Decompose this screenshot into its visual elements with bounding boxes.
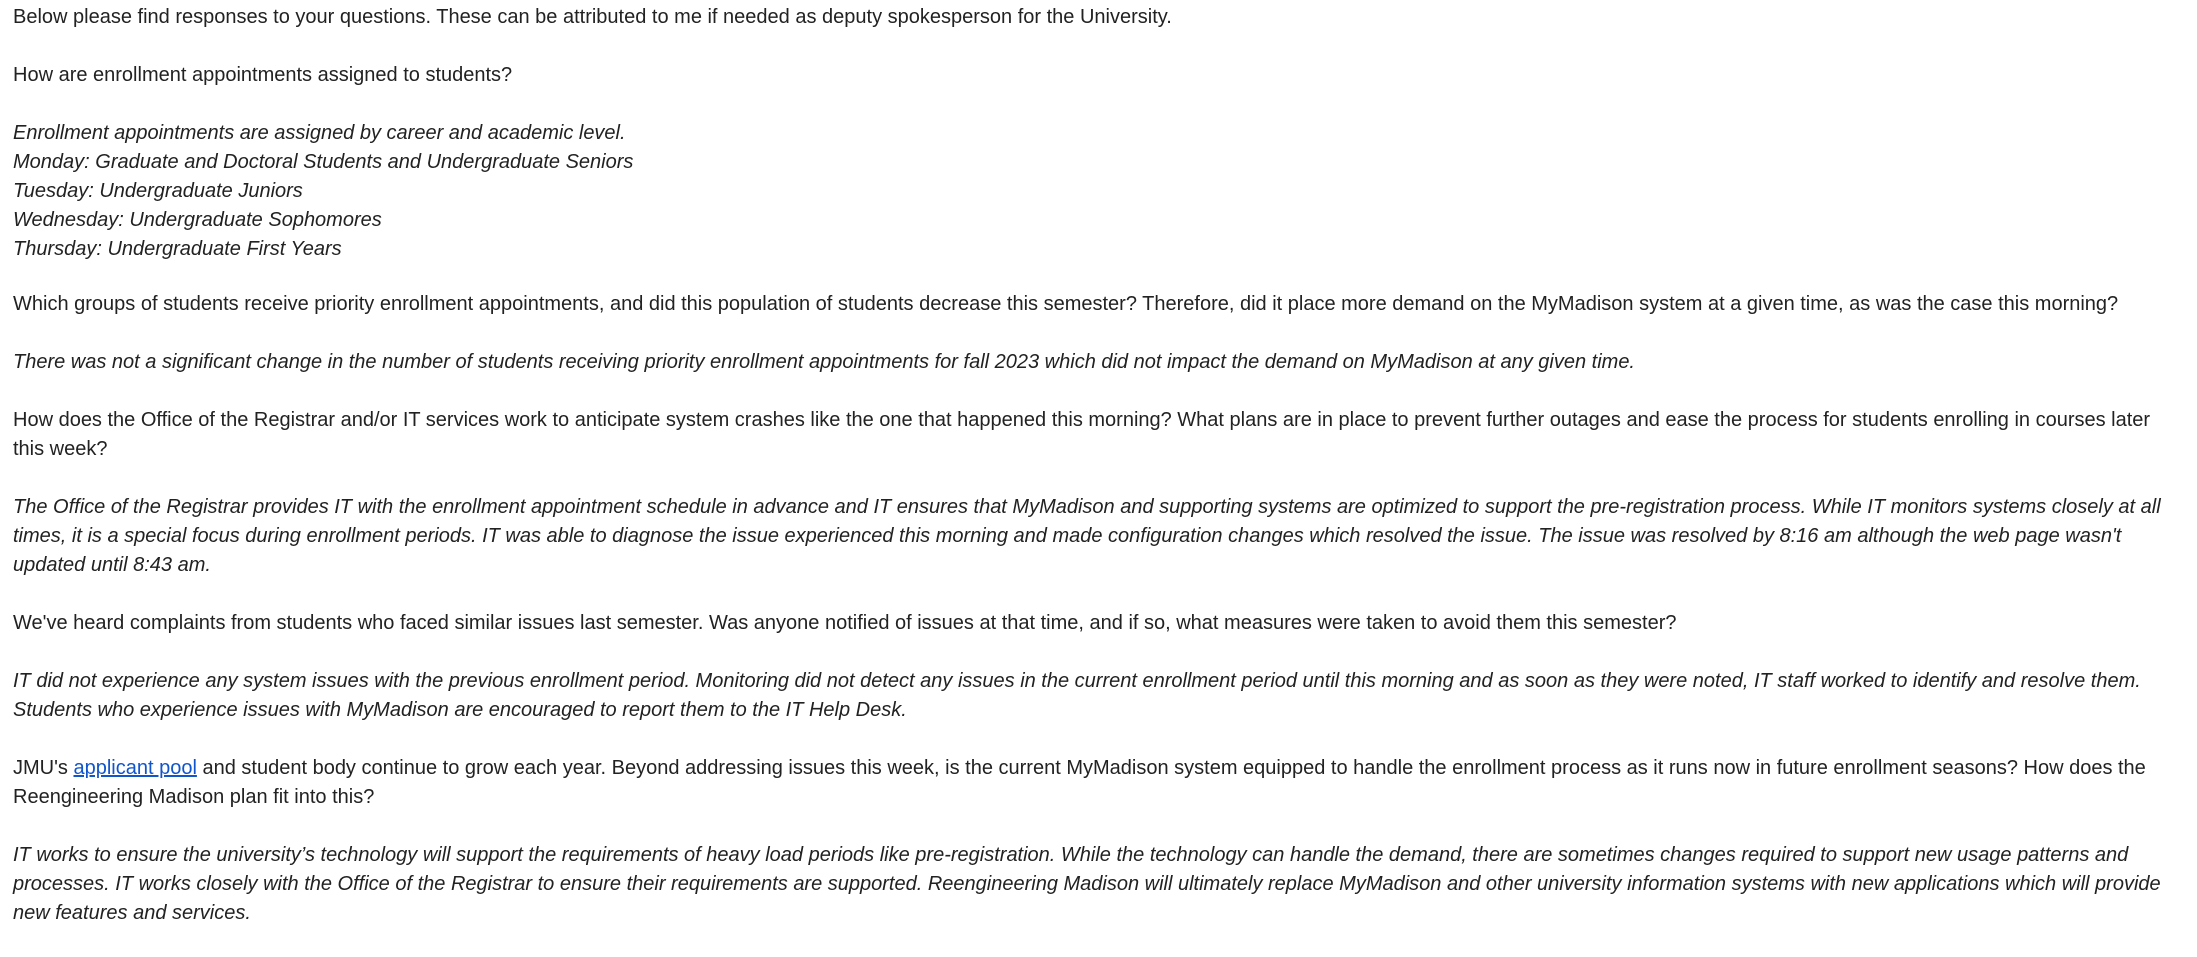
intro-paragraph: Below please find responses to your questions. These can be attributed to me if needed as deputy spokesperson for the University. [13, 6, 1172, 28]
question-enrollment-assignment: How are enrollment appointments assigned to students? [13, 64, 513, 86]
answer-priority-groups: There was not a significant change in the number of students receiving priority enrollment appointments for fall 2023 which did not impact the demand on MyMadison at any given time. [13, 351, 1635, 373]
answer-system-crashes: The Office of the Registrar provides IT with the enrollment appointment schedule in advance and IT ensures that MyMadison and supporting systems are optimized to support the pre-registration process. While IT monitors systems closely at all times, it is a special focus during enrollment periods. IT was able to diagnose the issue experienced this morning and made configuration changes which resolved the issue. The issue was resolved by 8:16 am although the web page wasn't updated until 8:43 am. [13, 496, 2161, 576]
schedule-tuesday-line: Tuesday: Undergraduate Juniors [13, 180, 303, 202]
schedule-monday-line: Monday: Graduate and Doctoral Students and Undergraduate Seniors [13, 151, 634, 173]
applicant-pool-link[interactable]: applicant pool [73, 757, 197, 779]
schedule-intro-line: Enrollment appointments are assigned by career and academic level. [13, 122, 626, 144]
answer-future-capacity: IT works to ensure the university’s technology will support the requirements of heavy load periods like pre-registration. While the technology can handle the demand, there are sometimes changes required to support new usage patterns and processes. IT works closely with the Office of the Registrar to ensure their requirements are supported. Reengineering Madison will ultimately replace MyMadison and other university information systems with new applications which will provide new features and services. [13, 844, 2161, 924]
question-future-capacity [13, 754, 2185, 812]
question-future-capacity-prefix: JMU's [13, 757, 74, 779]
schedule-thursday-line: Thursday: Undergraduate First Years [13, 238, 342, 260]
question-future-capacity-suffix: and student body continue to grow each year. Beyond addressing issues this week, is the current MyMadison system equipped to handle the enrollment process as it runs now in future enrollment seasons? How does the Reengineering Madison plan fit into this? [13, 757, 2146, 808]
question-last-semester: We've heard complaints from students who faced similar issues last semester. Was anyone notified of issues at that time, and if so, what measures were taken to avoid them this semester? [13, 612, 1677, 634]
question-priority-groups: Which groups of students receive priority enrollment appointments, and did this population of students decrease this semester? Therefore, did it place more demand on the MyMadison system at a given time, as was the case this morning? [13, 293, 2119, 315]
schedule-wednesday-line: Wednesday: Undergraduate Sophomores [13, 209, 382, 231]
email-body [13, 3, 2185, 957]
question-system-crashes: How does the Office of the Registrar and/or IT services work to anticipate system crashes like the one that happened this morning? What plans are in place to prevent further outages and ease the process for students enrolling in courses later this week? [13, 409, 2151, 460]
answer-last-semester: IT did not experience any system issues with the previous enrollment period. Monitoring did not detect any issues in the current enrollment period until this morning and as soon as they were noted, IT staff worked to identify and resolve them. Students who experience issues with MyMadison are encouraged to report them to the IT Help Desk. [13, 670, 2141, 721]
answer-enrollment-schedule [13, 119, 2185, 264]
